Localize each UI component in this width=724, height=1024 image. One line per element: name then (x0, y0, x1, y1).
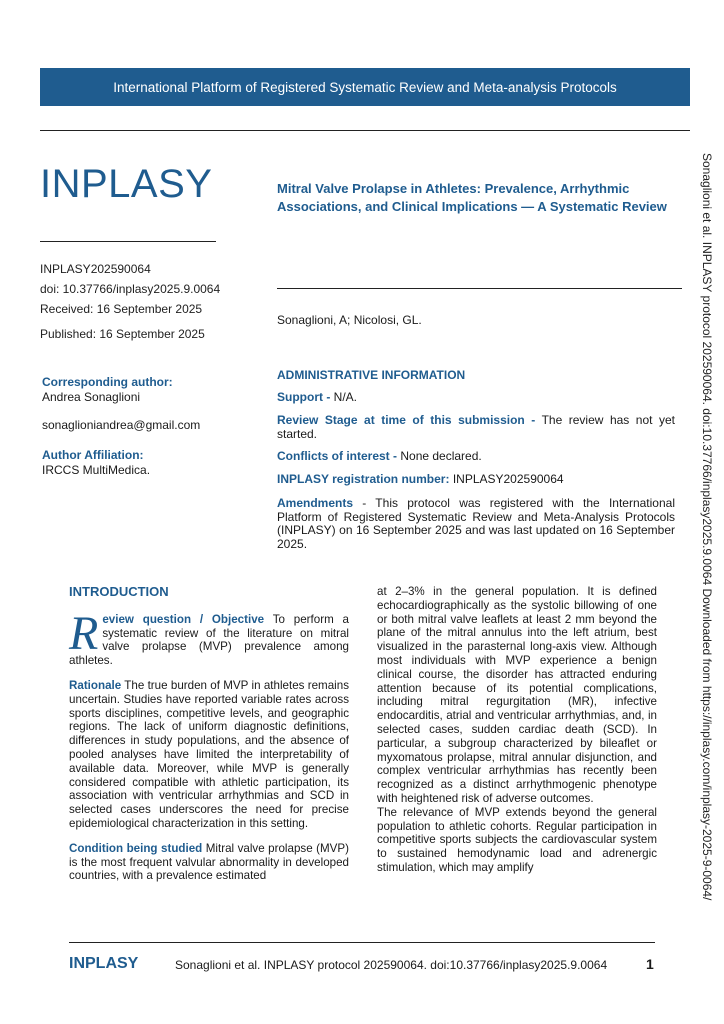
review-stage-label: Review Stage at time of this submission - (277, 413, 536, 427)
page-number: 1 (646, 956, 654, 972)
doi[interactable]: doi: 10.37766/inplasy2025.9.0064 (40, 282, 221, 296)
conflicts-label: Conflicts of interest - (277, 449, 398, 463)
amendments-item (277, 497, 675, 551)
authors: Sonaglioni, A; Nicolosi, GL. (277, 313, 422, 327)
definition-paragraph: at 2–3% in the general population. It is defined echocardiographically as the systolic billowing of one or both mitral valve leaflets at least 2 mm beyond the plane of the mitral annulus into the left atrium, best visualized in the parasternal long-axis view. Although most individuals with MVP experience a benign clinical course, the disorder has attracted enduring attention because of its potential complications, including mitral regurgitation (MR), infective endocarditis, atrial and ventricular arrhythmias, and, in selected cases, sudden cardiac death (SCD). In particular, a subgroup characterized by bileaflet or myxomatous prolapse, mitral annular disjunction, and complex ventricular arrhythmias has recently been recognized as a distinct arrhythmogenic phenotype with heightened risk of adverse outcomes. (377, 585, 657, 805)
registration-number-value: INPLASY202590064 (449, 472, 564, 486)
review-question-paragraph (69, 606, 350, 668)
conflicts-value: None declared. (397, 449, 482, 463)
affiliation-block (42, 448, 150, 478)
corresponding-author-name: Andrea Sonaglioni (42, 390, 141, 404)
footer-logo: INPLASY (69, 955, 139, 972)
affiliation-value: IRCCS MultiMedica. (42, 463, 151, 477)
admin-heading: ADMINISTRATIVE INFORMATION (277, 368, 466, 382)
corresponding-author-email[interactable]: sonaglioniandrea@gmail.com (42, 418, 201, 432)
side-citation[interactable]: Sonaglioni et al. INPLASY protocol 202590064. doi:10.37766/inplasy2025.9.0064 Downloaded from https://inplasy.com/inplasy-2025-9-0064/ (700, 153, 714, 901)
support-value: N/A. (330, 390, 357, 404)
support-label: Support - (277, 390, 331, 404)
footer-citation: Sonaglioni et al. INPLASY protocol 202590064. doi:10.37766/inplasy2025.9.0064 (175, 958, 608, 972)
registration-number-label: INPLASY registration number: (277, 472, 450, 486)
body-column-left (69, 585, 349, 894)
review-question-text: To perform a systematic review of the literature on mitral valve prolapse (MVP) prevalence among athletes. (69, 612, 350, 668)
affiliation-label: Author Affiliation: (42, 448, 144, 462)
registration-number-item (277, 473, 675, 487)
condition-paragraph (69, 842, 349, 883)
review-question-label: eview question / Objective (102, 612, 265, 626)
drop-cap: R (69, 606, 99, 660)
corresponding-author-block (42, 375, 200, 433)
footer-divider (69, 942, 655, 943)
review-stage-value: The review has not yet started. (277, 413, 675, 441)
conflicts-item (277, 450, 675, 464)
title-divider (277, 288, 682, 289)
relevance-paragraph: The relevance of MVP extends beyond the general population to athletic cohorts. Regular participation in competitive sports subjects the cardiovascular system to sustained hemodynamic load and adrenergic stimulation, which may amplify (377, 805, 657, 874)
published-date: Published: 16 September 2025 (40, 327, 205, 341)
rationale-paragraph (69, 679, 349, 831)
header-banner: International Platform of Registered Systematic Review and Meta-analysis Protocols (40, 68, 690, 106)
received-date: Received: 16 September 2025 (40, 302, 203, 316)
inplasy-logo: INPLASY (40, 162, 213, 206)
amendments-value: - This protocol was registered with the International Platform of Registered Systematic Review and Meta-Analysis Protocols (INPLASY) on 16 September 2025 and was last updated on 16 September 2025. (277, 496, 675, 551)
rationale-text: The true burden of MVP in athletes remains uncertain. Studies have reported variable rates across sports disciplines, competitive levels, and geographic regions. The lack of uniform diagnostic definitions, differences in study populations, and the absence of pooled analyses have limited the interpretability of available data. Moreover, while MVP is generally considered compatible with athletic participation, its association with ventricular arrhythmias and SCD in selected cases underscores the need for precise epidemiological characterization in this setting. (69, 678, 349, 830)
logo-divider (40, 241, 216, 242)
corresponding-author-label: Corresponding author: (42, 375, 173, 389)
review-stage-item (277, 414, 675, 441)
rationale-label: Rationale (69, 678, 122, 692)
body-column-right (377, 585, 657, 886)
support-item (277, 391, 675, 405)
introduction-heading: INTRODUCTION (69, 584, 169, 599)
top-divider (40, 130, 690, 131)
article-title: Mitral Valve Prolapse in Athletes: Prevalence, Arrhythmic Associations, and Clinical Implications — A Systematic Review (277, 181, 667, 214)
registration-id: INPLASY202590064 (40, 262, 151, 276)
amendments-label: Amendments (277, 496, 354, 510)
condition-text: Mitral valve prolapse (MVP) is the most frequent valvular abnormality in developed countries, with a prevalence estimated (69, 841, 350, 883)
condition-label: Condition being studied (69, 841, 203, 855)
